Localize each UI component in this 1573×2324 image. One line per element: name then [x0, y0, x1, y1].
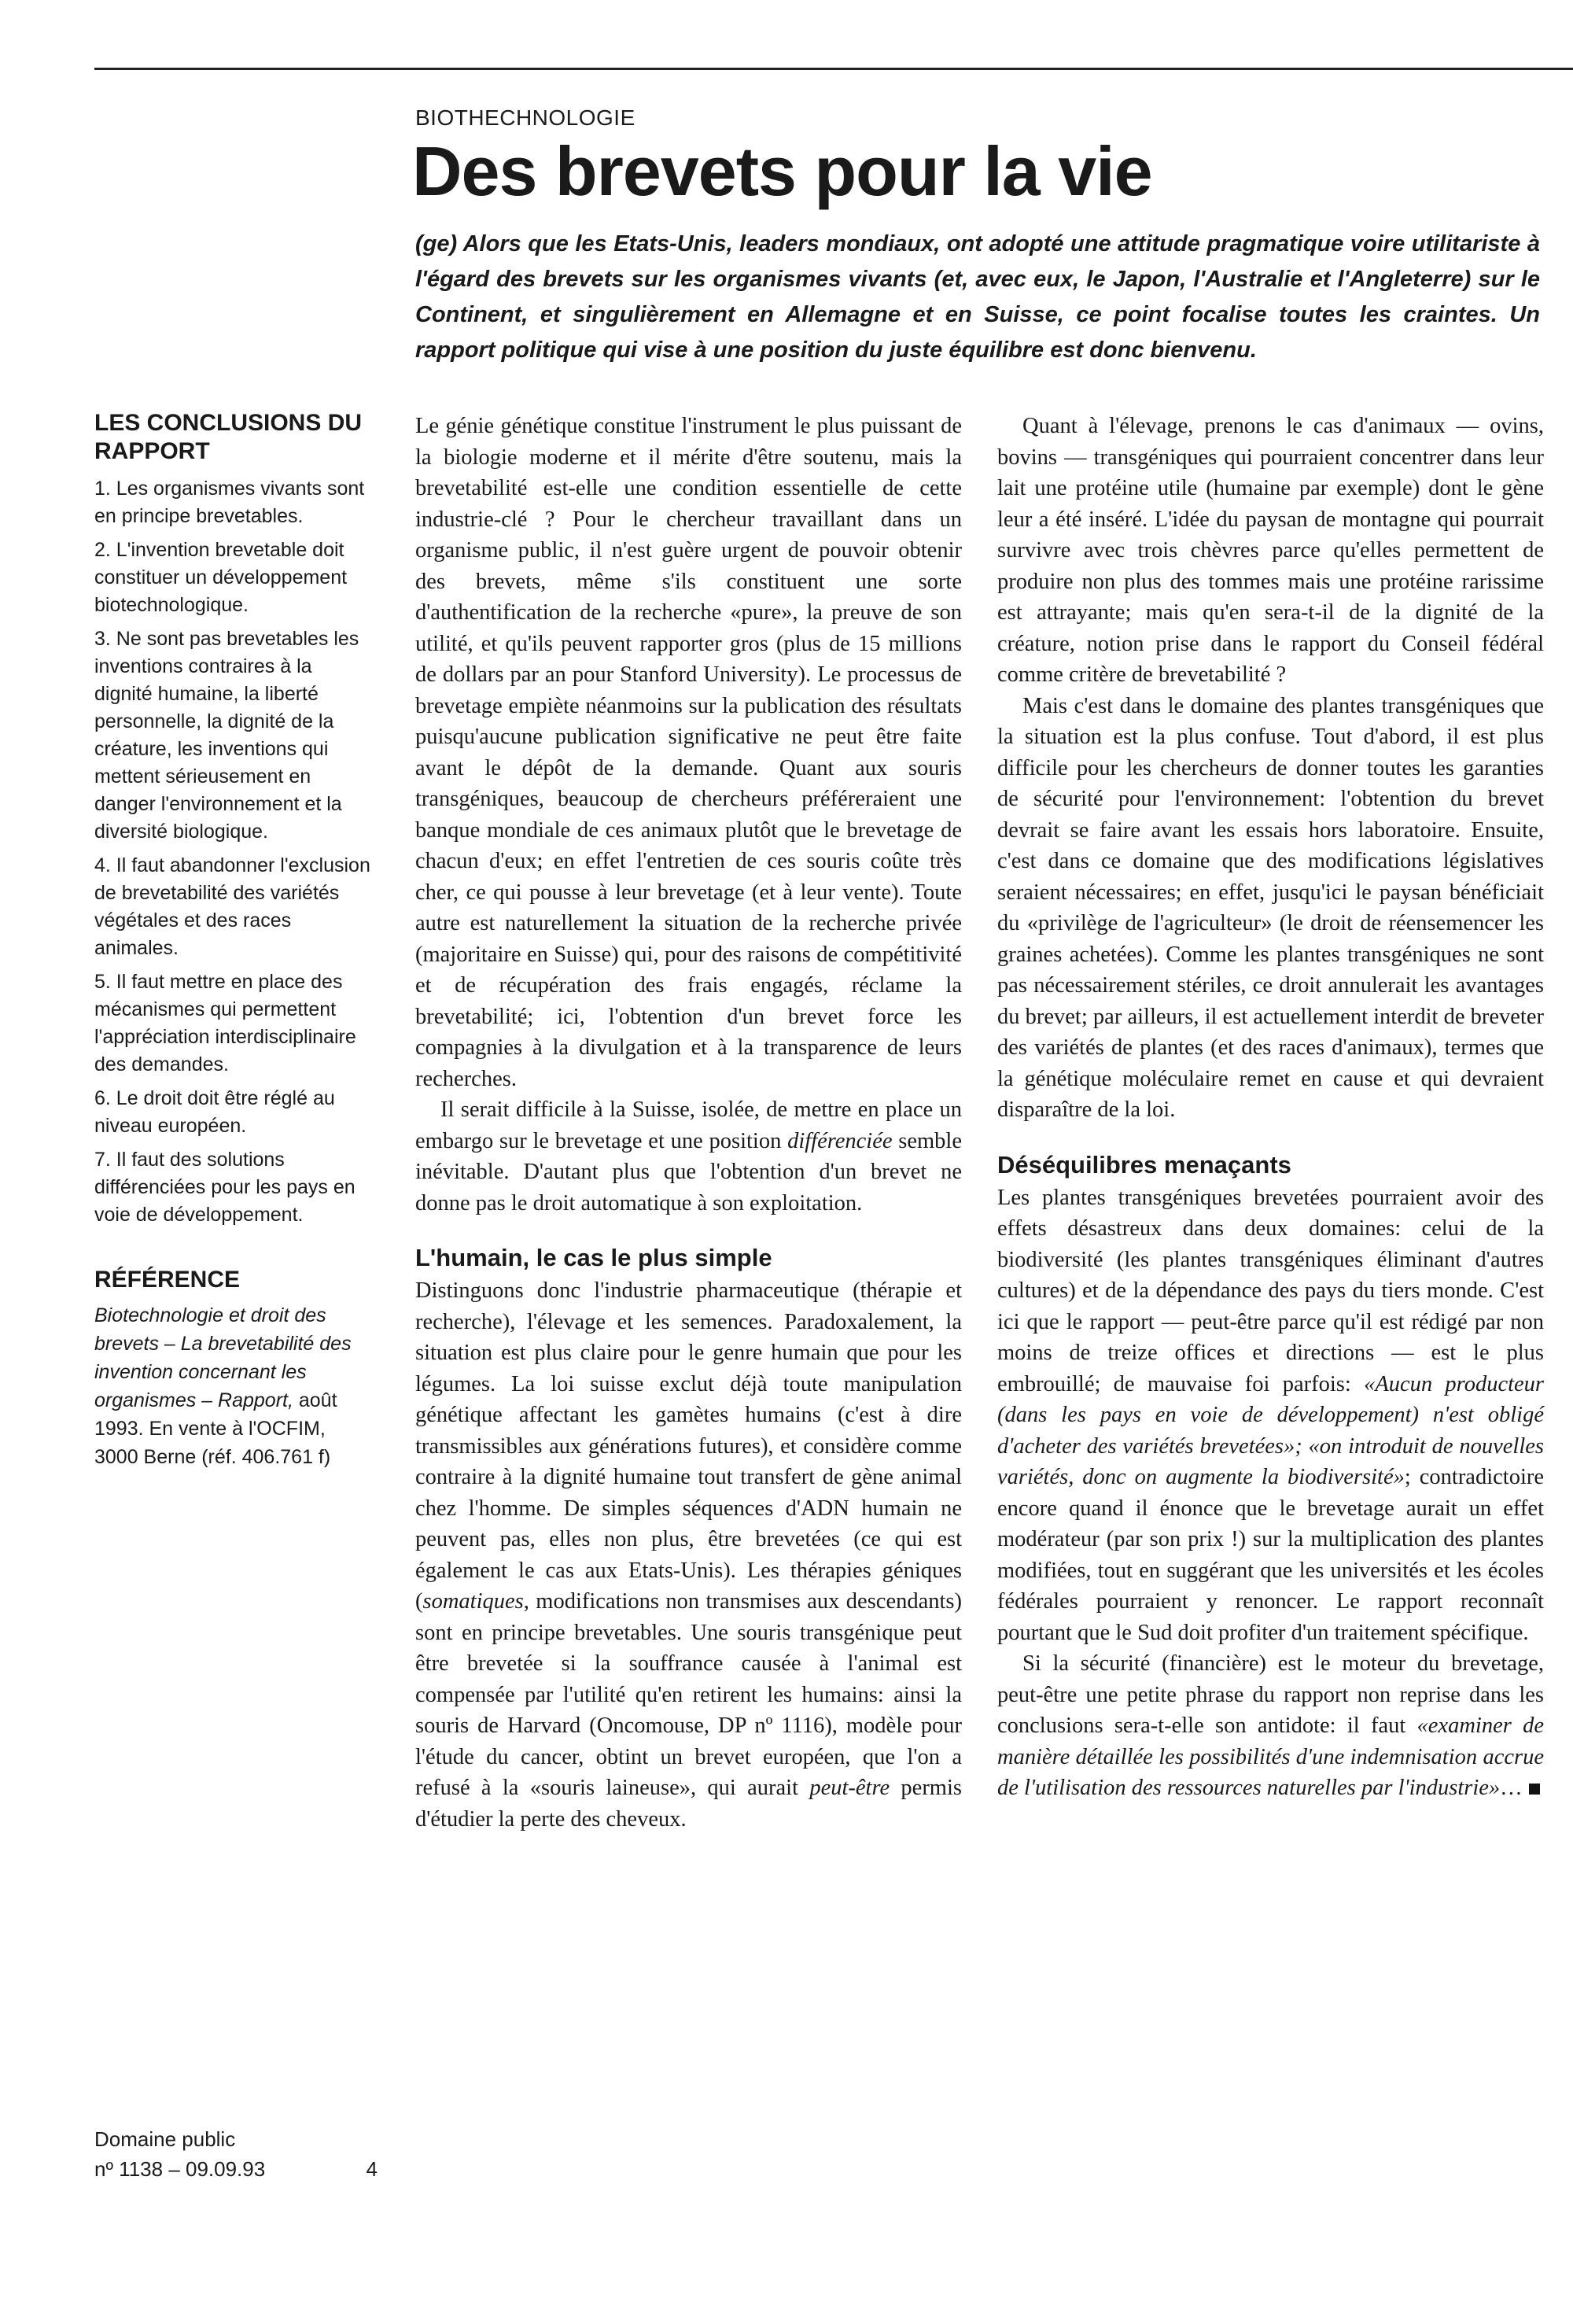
reference-body — [94, 1301, 374, 1471]
subheading-desequilibres: Déséquilibres menaçants — [997, 1150, 1291, 1179]
reference-details: août 1993. En vente à l'OCFIM, 3000 Berne (réf. 406.761 f) — [94, 1389, 337, 1468]
article-title: Des brevets pour la vie — [412, 132, 1152, 210]
paragraph — [415, 1275, 962, 1835]
conclusion-item: 1. Les organismes vivants sont en principe brevetables. — [94, 478, 365, 527]
emphasis: somatiques — [422, 1589, 524, 1614]
top-rule — [94, 68, 1573, 70]
text-run: permis d'étudier la perte des cheveux. — [415, 1776, 962, 1832]
end-of-article-mark — [1529, 1784, 1540, 1795]
paragraph: Le génie génétique constitue l'instrument le plus puissant de la biologie moderne et il mérite d'être soutenu, mais la brevetabilité est-elle une condition essentielle de cette industrie-clé ? Pour le chercheur travaillant dans un organisme public, il n'est guère urgent de pouvoir obtenir des brevets, même s'ils constituent une sorte d'authentification de la recherche «pure», la preuve de son utilité, et qu'ils peuvent rapporter gros (plus de 15 millions de dollars par an pour Stanford University). Le processus de brevetage empiète néanmoins sur la publication des résultats puisqu'aucune publication significative ne peut être faite avant le dépôt de la demande. Quant aux souris transgéniques, beaucoup de chercheurs préféreraient une banque mondiale de ces animaux plutôt que le brevetage de chacun d'eux; en effet l'entretien de ces souris coûte très cher, ce qui pousse à leur brevetage (et à leur vente). Toute autre est naturellement la situation de la recherche privée (majoritaire en Suisse) qui, pour des raisons de compétitivité et de récupération des frais engagés, réclame la brevetabilité; ici, l'obtention d'un brevet force les compagnies à la divulgation et à la transparence de leurs recherches. — [415, 414, 962, 1091]
article-column-2 — [997, 411, 1544, 1804]
paragraph — [997, 1182, 1544, 1649]
conclusion-item: 5. Il faut mettre en place des mécanismes qui permettent l'appréciation interdisciplinaire des demandes. — [94, 971, 356, 1075]
issue-info: nº 1138 – 09.09.93 — [94, 2157, 266, 2181]
text-run: Distinguons donc l'industrie pharmaceutique (thérapie et recherche), l'élevage et les semences. Paradoxalement, la situation est plus claire pour le genre humain que pour les légumes. La loi suisse exclut déjà toute manipulation génétique affectant les gamètes humains (c'est à dire transmissibles aux générations futures), et considère comme contraire à la dignité humaine tout transfert de gène animal chez l'homme. De simples séquences d'ADN humain ne peuvent pas, elles non plus, être brevetées (ce qui est également le cas aux Etats-Unis). Les thérapies géniques ( — [415, 1278, 962, 1614]
sidebar — [94, 409, 374, 1471]
text-run: Il serait difficile à la Suisse, isolée, de mettre en place un embargo sur le brevetage et une position — [415, 1097, 962, 1153]
conclusions-heading: LES CONCLUSIONS DU RAPPORT — [94, 410, 363, 464]
emphasis: différenciée — [787, 1128, 893, 1153]
text-run: … — [1500, 1776, 1523, 1800]
conclusion-item: 3. Ne sont pas brevetables les inventions contraires à la dignité humaine, la liberté personnelle, la dignité de la créature, les inventions qui mettent sérieusement en danger l'environnement et la diversité biologique. — [94, 628, 359, 843]
conclusion-item: 2. L'invention brevetable doit constituer un développement biotechnologique. — [94, 539, 348, 616]
text-run: Les plantes transgéniques brevetées pourraient avoir des effets désastreux dans deux domaines: celui de la biodiversité (les plantes transgéniques éliminant d'autres cultures) et de la dépendance des pays du tiers monde. C'est ici que le rapport — peut-être parce qu'il est rédigé par non moins de treize offices et directions — est le plus embrouillé; de mauvaise foi parfois: — [997, 1185, 1544, 1396]
reference-title: Biotechnologie et droit des brevets – La brevetabilité des invention concernant les organismes – Rapport, — [94, 1304, 352, 1411]
publication-name: Domaine public — [94, 2127, 236, 2151]
page-footer — [94, 2124, 378, 2184]
text-run: Si la sécurité (financière) est le moteur du brevetage, peut-être une petite phrase du rapport non reprise dans les conclusions sera-t-elle son antidote: il faut — [997, 1651, 1544, 1738]
text-run: semble inévitable. D'autant plus que l'obtention d'un brevet ne donne pas le droit automatique à son exploitation. — [415, 1128, 962, 1215]
text-run: ; contradictoire encore quand il énonce que le brevetage aurait un effet modérateur (par son prix !) sur la multiplication des plantes modifiées, tout en suggérant que les universités et les écoles fédérales pourraient y renoncer. Le rapport reconnaît pourtant que le Sud doit profiter d'un traitement spécifique. — [997, 1465, 1544, 1645]
text-run: , modifications non transmises aux descendants) sont en principe brevetables. Une souris transgénique peut être brevetée si la souffrance causée à l'animal est compensée par l'utilité qu'en retirent les humains: ainsi la souris de Harvard (Oncomouse, DP nº 1116), modèle pour l'étude du cancer, obtint un brevet européen, que l'on a refusé à la «souris laineuse», qui aurait — [415, 1589, 962, 1800]
paragraph: Mais c'est dans le domaine des plantes transgéniques que la situation est la plus confuse. Tout d'abord, il est plus difficile pour les chercheurs de donner toutes les garanties de sécurité pour l'environnement: l'obtention du brevet devrait se faire avant les essais hors laboratoire. Ensuite, c'est dans ce domaine que des modifications législatives seraient nécessaires; en effet, jusqu'ici le paysan bénéficiait du «privilège de l'agriculteur» (le droit de réensemencer les graines achetées). Comme les plantes transgéniques ne sont pas nécessairement stériles, ce droit annulerait les avantages du brevet; par ailleurs, il est actuellement interdit de breveter des variétés de plantes (et des races d'animaux), termes que la génétique moléculaire remet en cause et qui devraient disparaître de la loi. — [997, 693, 1544, 1122]
emphasis: peut-être — [809, 1776, 890, 1800]
paragraph: Quant à l'élevage, prenons le cas d'animaux — ovins, bovins — transgéniques qui pourraient concentrer dans leur lait une protéine utile (humaine par exemple) dont le gène leur a été inséré. L'idée du paysan de montagne qui pourrait survivre avec trois chèvres parce qu'elles permettent de produire non plus des tommes mais une protéine rarissime est attrayante; mais qu'en sera-t-il de la dignité de la créature, notion prise dans le rapport du Conseil fédéral comme critère de brevetabilité ? — [997, 414, 1544, 687]
emphasis: «examiner de manière détaillée les possibilités d'une indemnisation accrue de l'utilisation des ressources naturelles par l'industrie» — [997, 1713, 1544, 1800]
page-number: 4 — [366, 2157, 378, 2181]
conclusion-item: 6. Le droit doit être réglé au niveau européen. — [94, 1087, 335, 1137]
subheading-humain: L'humain, le cas le plus simple — [415, 1244, 772, 1271]
article-column-1 — [415, 411, 962, 1835]
conclusions-list — [94, 475, 374, 1229]
conclusion-item: 7. Il faut des solutions différenciées pour les pays en voie de développement. — [94, 1149, 355, 1226]
emphasis: «Aucun producteur (dans les pays en voie de développement) n'est obligé d'acheter des variétés brevetées»; «on introduit de nouvelles variétés, donc on augmente la biodiversité» — [997, 1371, 1544, 1489]
article-lead: (ge) Alors que les Etats-Unis, leaders mondiaux, ont adopté une attitude pragmatique voire utilitariste à l'égard des brevets sur les organismes vivants (et, avec eux, le Japon, l'Australie et l'Angleterre) sur le Continent, et singulièrement en Allemagne et en Suisse, ce point focalise toutes les craintes. Un rapport politique qui vise à une position du juste équilibre est donc bienvenu. — [415, 231, 1540, 363]
conclusion-item: 4. Il faut abandonner l'exclusion de brevetabilité des variétés végétales et des races animales. — [94, 854, 370, 959]
reference-heading: RÉFÉRENCE — [94, 1267, 241, 1293]
section-rubric: BIOTHECHNOLOGIE — [415, 105, 635, 130]
paragraph — [997, 1648, 1544, 1804]
paragraph — [415, 1094, 962, 1219]
